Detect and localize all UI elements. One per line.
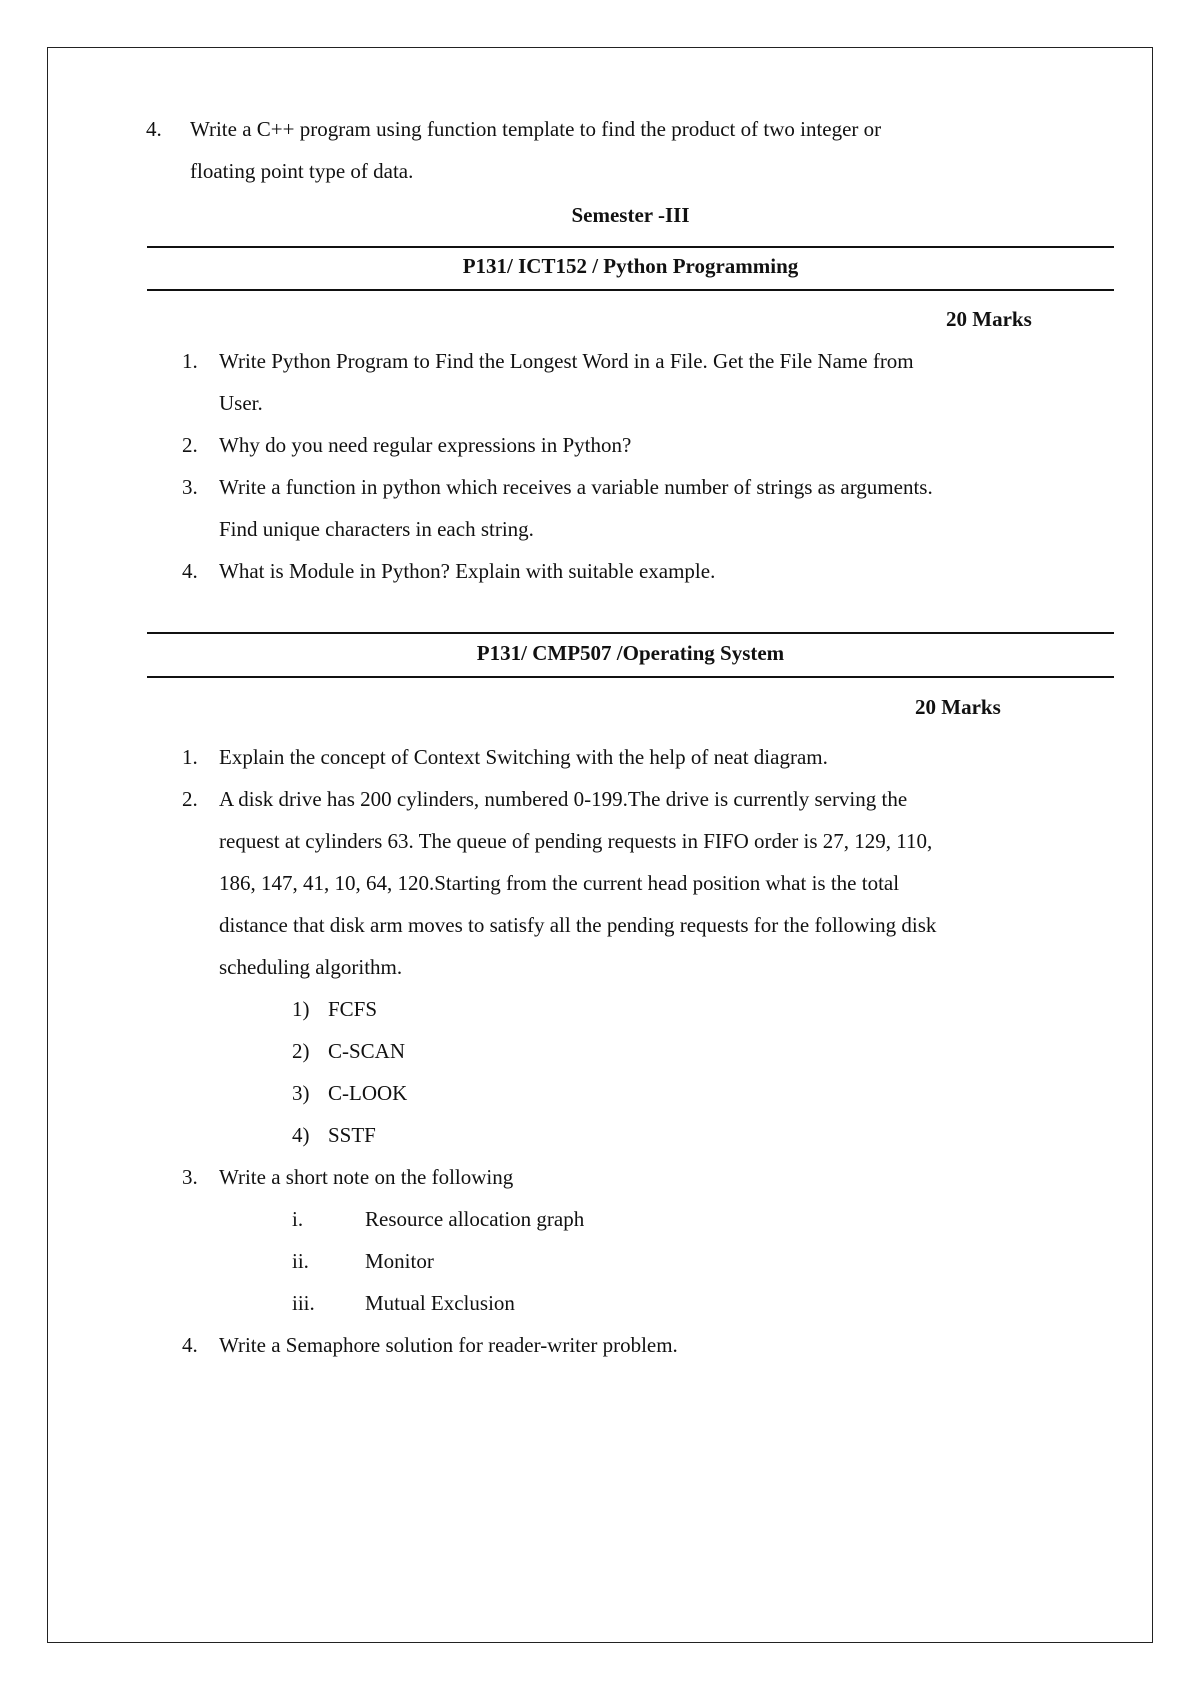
question-text: A disk drive has 200 cylinders, numbered 0-199.The drive is currently serving the	[219, 787, 908, 811]
sub-item-text: FCFS	[328, 997, 378, 1021]
question-text: What is Module in Python? Explain with suitable example.	[219, 559, 716, 583]
section-rule	[147, 289, 1114, 291]
question-text: Write a short note on the following	[219, 1165, 514, 1189]
section-rule	[147, 246, 1114, 248]
question-text: Write a function in python which receives a variable number of strings as arguments.	[219, 475, 933, 499]
python-marks: 20 Marks	[946, 307, 1032, 331]
question-text: request at cylinders 63. The queue of pending requests in FIFO order is 27, 129, 110,	[219, 829, 933, 853]
python-section-heading: P131/ ICT152 / Python Programming	[462, 254, 799, 278]
os-section-heading: P131/ CMP507 /Operating System	[476, 641, 785, 665]
question-number: 4.	[146, 117, 162, 141]
question-text: Write a Semaphore solution for reader-writer problem.	[219, 1333, 678, 1357]
question-number: 2.	[182, 787, 198, 811]
sub-item-number: 4)	[292, 1123, 310, 1147]
question-text: Find unique characters in each string.	[219, 517, 534, 541]
question-text: floating point type of data.	[190, 159, 414, 183]
question-number: 3.	[182, 475, 198, 499]
os-marks: 20 Marks	[915, 695, 1001, 719]
sub-item-text: Mutual Exclusion	[365, 1291, 515, 1315]
question-number: 1.	[182, 745, 198, 769]
question-text: User.	[219, 391, 263, 415]
sub-item-number: ii.	[292, 1249, 309, 1273]
question-number: 3.	[182, 1165, 198, 1189]
question-text: Write a C++ program using function template to find the product of two integer or	[190, 117, 882, 141]
question-text: scheduling algorithm.	[219, 955, 403, 979]
question-number: 1.	[182, 349, 198, 373]
sub-item-number: i.	[292, 1207, 304, 1231]
question-number: 2.	[182, 433, 198, 457]
sub-item-text: Resource allocation graph	[365, 1207, 585, 1231]
sub-item-number: 1)	[292, 997, 310, 1021]
sub-item-text: Monitor	[365, 1249, 434, 1273]
question-number: 4.	[182, 1333, 198, 1357]
semester-heading: Semester -III	[571, 203, 690, 227]
sub-item-text: C-SCAN	[328, 1039, 406, 1063]
sub-item-number: 3)	[292, 1081, 310, 1105]
question-text: Why do you need regular expressions in Python?	[219, 433, 632, 457]
question-text: Explain the concept of Context Switching with the help of neat diagram.	[219, 745, 828, 769]
sub-item-number: 2)	[292, 1039, 310, 1063]
question-text: Write Python Program to Find the Longest Word in a File. Get the File Name from	[219, 349, 914, 373]
section-rule	[147, 676, 1114, 678]
question-text: distance that disk arm moves to satisfy all the pending requests for the following disk	[219, 913, 937, 937]
question-text: 186, 147, 41, 10, 64, 120.Starting from the current head position what is the total	[219, 871, 900, 895]
sub-item-text: SSTF	[328, 1123, 376, 1147]
question-number: 4.	[182, 559, 198, 583]
sub-item-text: C-LOOK	[328, 1081, 408, 1105]
sub-item-number: iii.	[292, 1291, 315, 1315]
section-rule	[147, 632, 1114, 634]
